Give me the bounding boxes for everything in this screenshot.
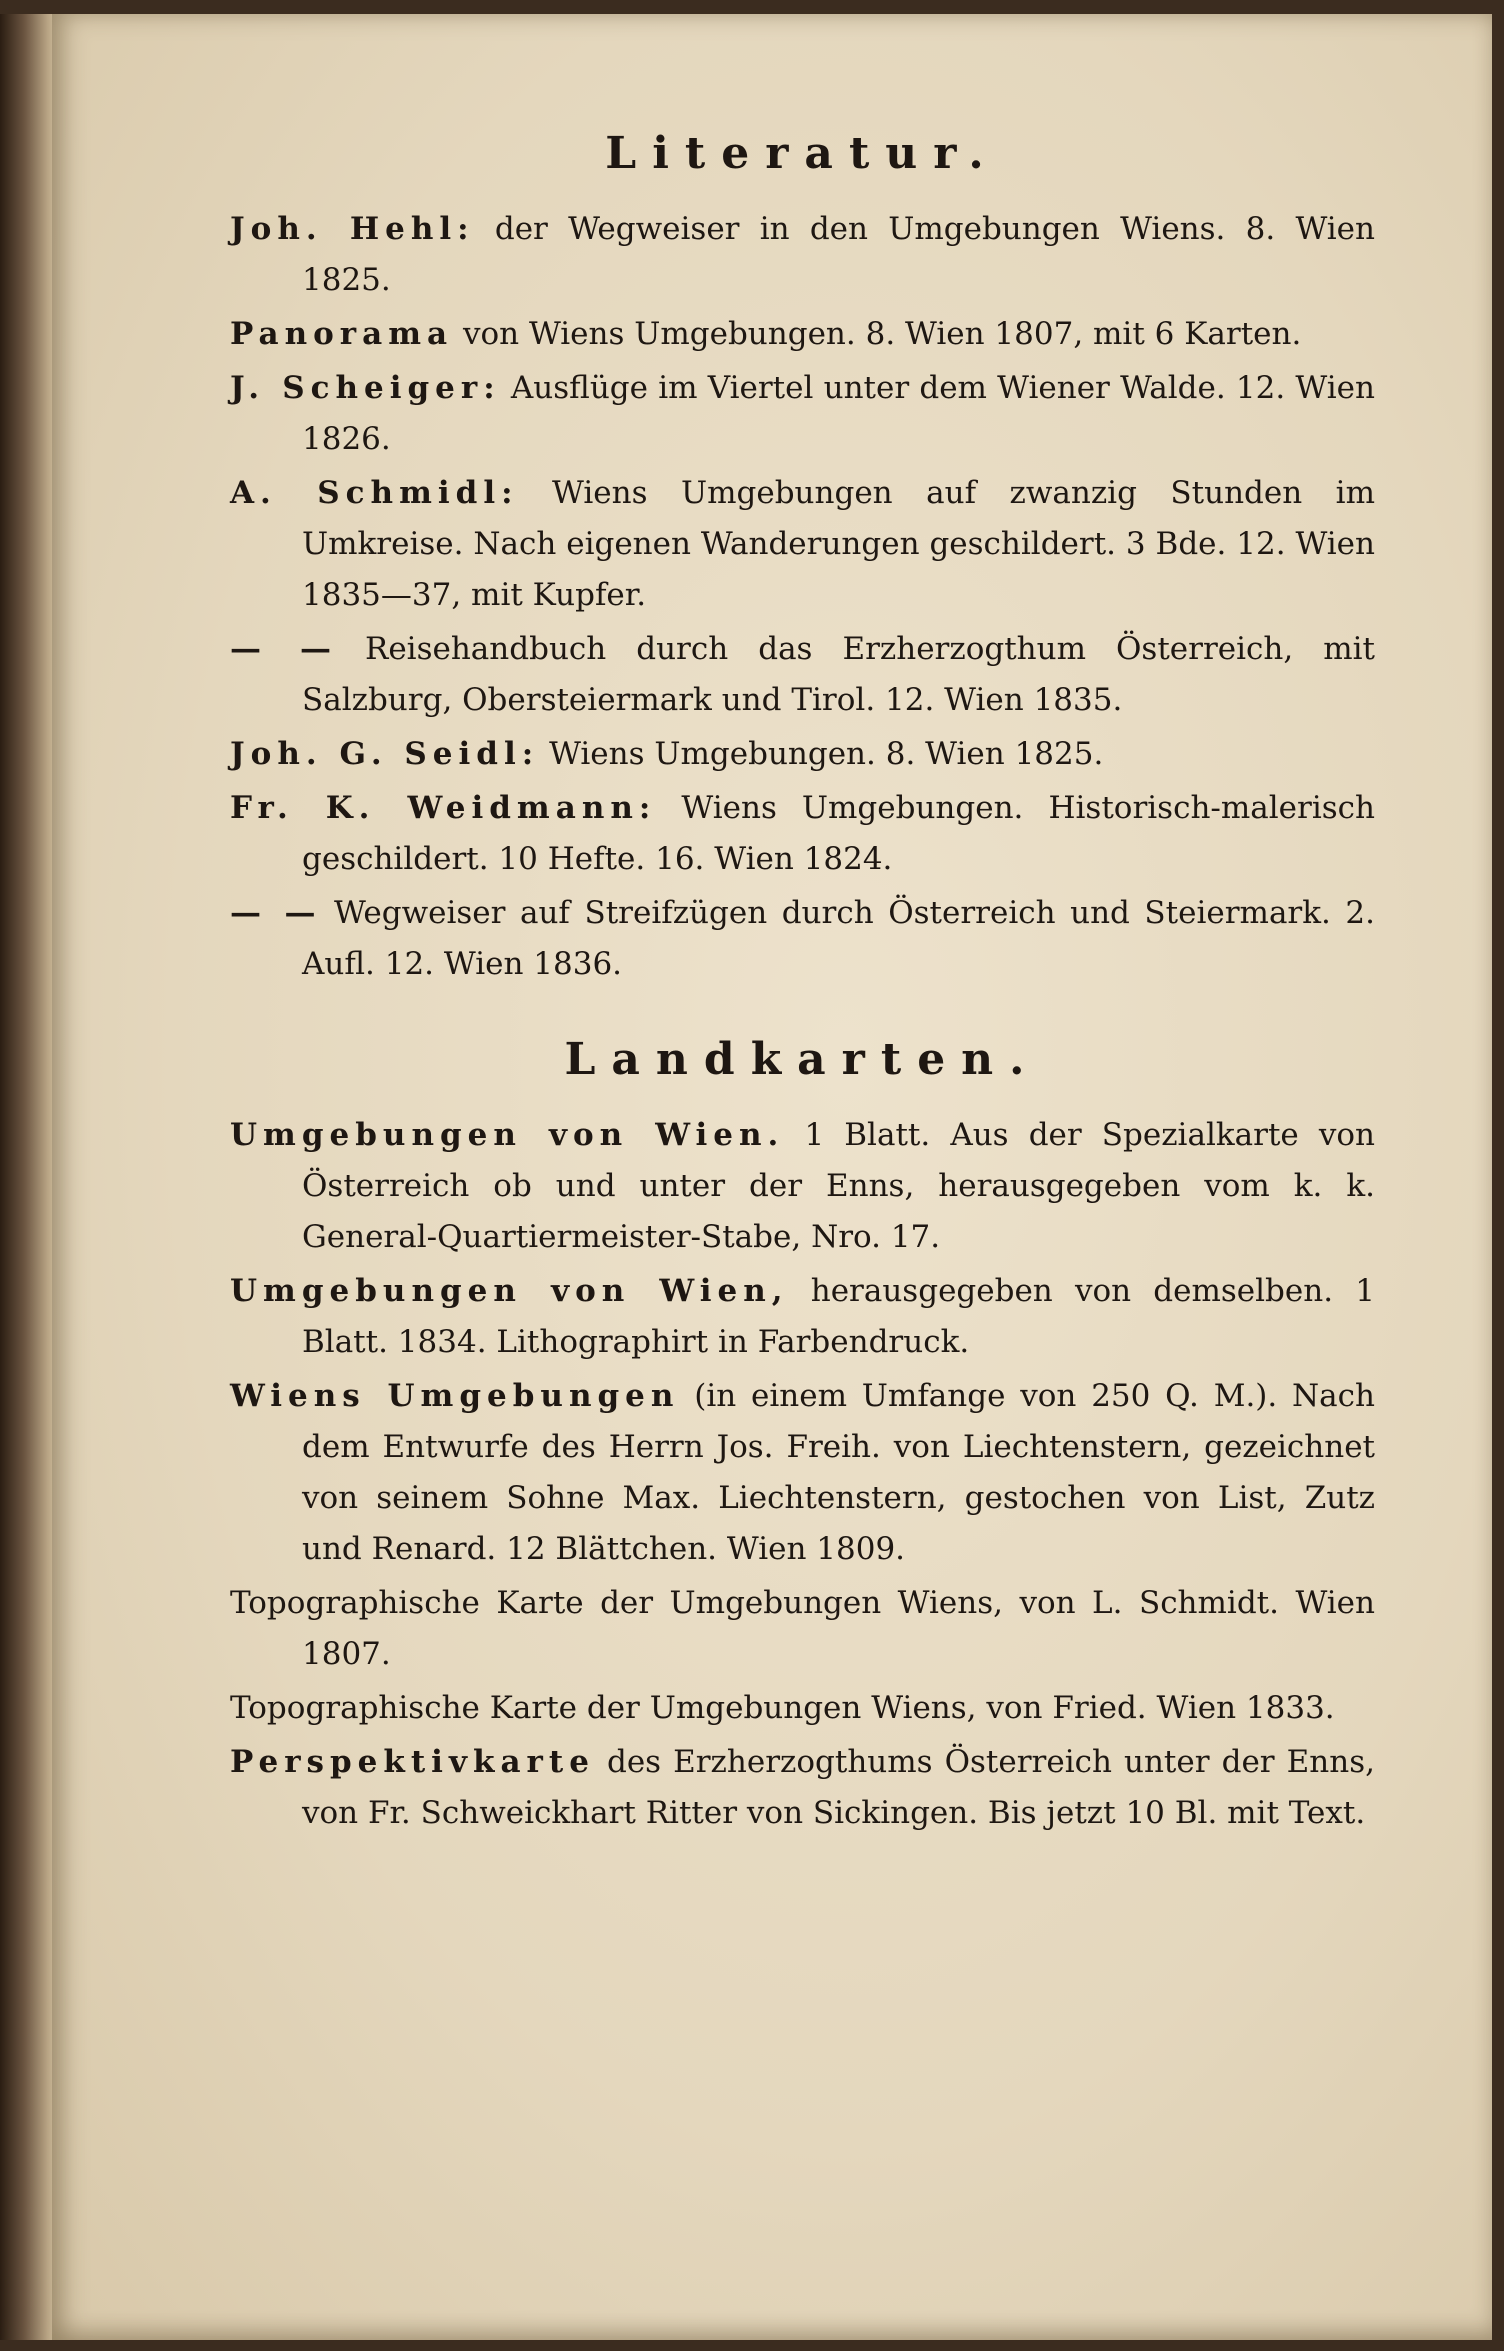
literatur-entry: A. Schmidl: Wiens Umgebungen auf zwanzig Stunden im Umkreise. Nach eigenen Wanderungen geschildert. 3 Bde. 12. Wien 1835—37, mit Kupfer. xyxy=(230,475,1375,613)
landkarten-entry: Topographische Karte der Umgebungen Wiens, von Fried. Wien 1833. xyxy=(230,1690,1335,1726)
page-content xyxy=(230,118,1375,1842)
literatur-entry: J. Scheiger: Ausflüge im Viertel unter dem Wiener Walde. 12. Wien 1826. xyxy=(230,370,1375,457)
landkarten-entry: Umgebungen von Wien. 1 Blatt. Aus der Spezialkarte von Österreich ob und unter der Enns, herausgegeben vom k. k. General-Quartiermeister-Stabe, Nro. 17. xyxy=(230,1117,1376,1255)
literatur-entry: Fr. K. Weidmann: Wiens Umgebungen. Historisch-malerisch geschildert. 10 Hefte. 16. Wien 1824. xyxy=(230,790,1375,877)
literatur-list xyxy=(230,204,1375,990)
book-gutter xyxy=(0,14,60,2340)
heading-literatur: Literatur. xyxy=(605,128,1000,179)
literatur-entry: — — Wegweiser auf Streifzügen durch Österreich und Steiermark. 2. Aufl. 12. Wien 1836. xyxy=(230,895,1376,982)
landkarten-entry: Wiens Umgebungen (in einem Umfange von 250 Q. M.). Nach dem Entwurfe des Herrn Jos. Freih. von Liechtenstern, gezeichnet von seinem Sohne Max. Liechtenstern, gestochen von List, Zutz und Renard. 12 Blättchen. Wien 1809. xyxy=(230,1378,1375,1567)
heading-landkarten: Landkarten. xyxy=(564,1034,1041,1085)
literatur-entry: Panorama von Wiens Umgebungen. 8. Wien 1807, mit 6 Karten. xyxy=(230,316,1302,352)
literatur-entry: Joh. G. Seidl: Wiens Umgebungen. 8. Wien 1825. xyxy=(230,736,1104,772)
literatur-entry: — — Reisehandbuch durch das Erzherzogthum Österreich, mit Salzburg, Obersteiermark und Tirol. 12. Wien 1835. xyxy=(230,631,1376,718)
landkarten-entry: Umgebungen von Wien, herausgegeben von demselben. 1 Blatt. 1834. Lithographirt in Farbendruck. xyxy=(230,1273,1375,1360)
literatur-entry: Joh. Hehl: der Wegweiser in den Umgebungen Wiens. 8. Wien 1825. xyxy=(230,211,1375,298)
landkarten-list xyxy=(230,1110,1375,1839)
landkarten-entry: Perspektivkarte des Erzherzogthums Österreich unter der Enns, von Fr. Schweickhart Ritter von Sickingen. Bis jetzt 10 Bl. mit Text. xyxy=(230,1744,1375,1831)
landkarten-entry: Topographische Karte der Umgebungen Wiens, von L. Schmidt. Wien 1807. xyxy=(230,1585,1375,1672)
